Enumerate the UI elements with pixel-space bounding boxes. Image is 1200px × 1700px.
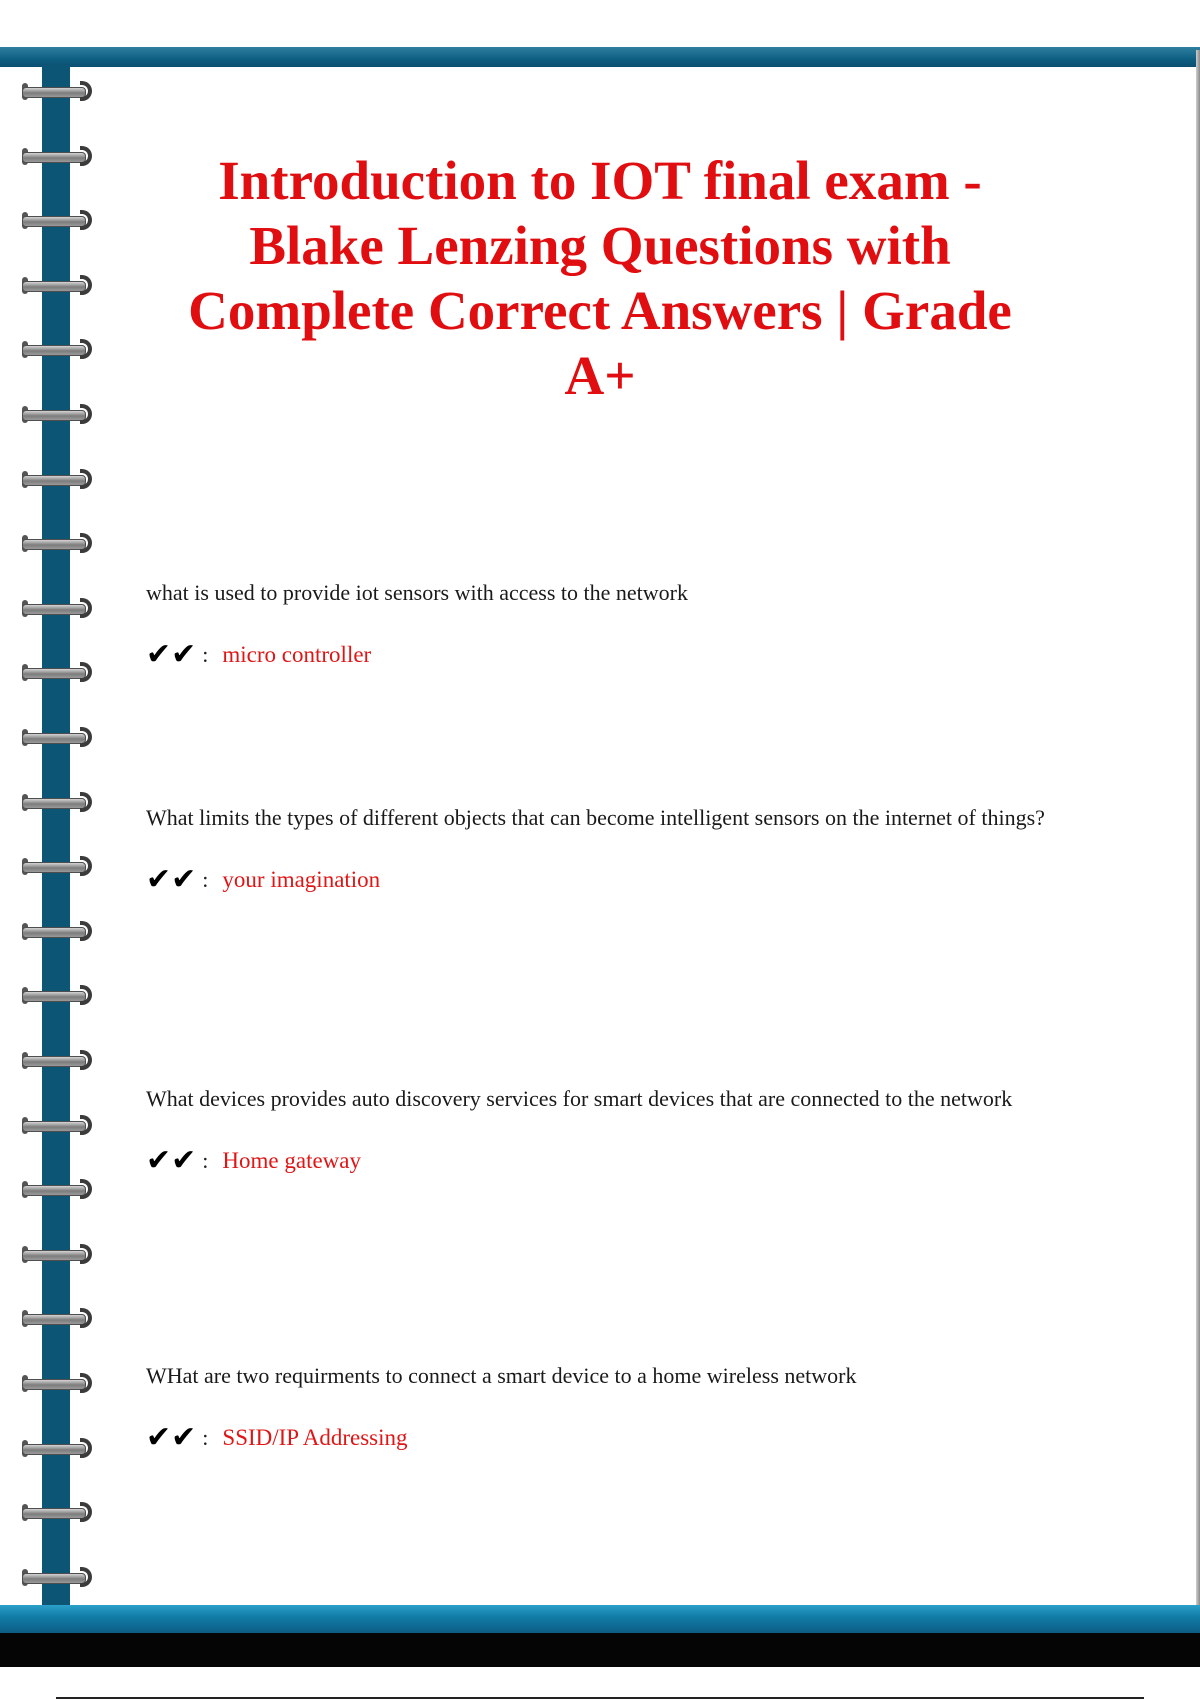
binding-ring — [22, 595, 92, 621]
double-check-icon: ✔✔ — [146, 1421, 197, 1454]
binding-ring — [22, 1435, 92, 1461]
document-title: Introduction to IOT final exam - Blake Lenzing Questions with Complete Correct Answers | Grade A+ — [188, 150, 1012, 406]
question-text: What limits the types of different objects that can become intelligent sensors on the internet of things? — [146, 805, 1045, 830]
binding-ring — [22, 1305, 92, 1331]
qa-item-1 — [146, 565, 1046, 670]
question-text: WHat are two requirments to connect a smart device to a home wireless network — [146, 1363, 857, 1388]
answer-separator: : — [202, 1148, 209, 1173]
binding-ring — [22, 1047, 92, 1073]
question-text: What devices provides auto discovery services for smart devices that are connected to the network — [146, 1086, 1013, 1111]
page-edge — [1196, 50, 1200, 1610]
qa-item-3 — [146, 1071, 1046, 1176]
binding-ring — [22, 1564, 92, 1590]
spiral-binding — [0, 60, 110, 1600]
binding-ring — [22, 918, 92, 944]
answer-row — [146, 640, 1046, 670]
question-text: what is used to provide iot sensors with access to the network — [146, 580, 688, 605]
answer-row — [146, 1146, 1046, 1176]
qa-item-4 — [146, 1348, 1046, 1453]
binding-ring — [22, 143, 92, 169]
binding-ring — [22, 1241, 92, 1267]
binding-ring — [22, 1499, 92, 1525]
binding-ring — [22, 853, 92, 879]
answer-separator: : — [202, 642, 209, 667]
binding-ring — [22, 789, 92, 815]
notebook-bottom-border — [0, 1605, 1200, 1633]
answer-separator: : — [202, 867, 209, 892]
bottom-shadow-band — [0, 1633, 1200, 1667]
binding-ring — [22, 1176, 92, 1202]
binding-ring — [22, 401, 92, 427]
notebook-top-border — [0, 47, 1200, 67]
answer-text: micro controller — [222, 642, 372, 667]
binding-ring — [22, 1370, 92, 1396]
answer-separator: : — [202, 1425, 209, 1450]
binding-ring — [22, 466, 92, 492]
answer-text: SSID/IP Addressing — [222, 1425, 408, 1450]
binding-ring — [22, 207, 92, 233]
binding-ring — [22, 659, 92, 685]
answer-text: your imagination — [222, 867, 381, 892]
binding-ring — [22, 78, 92, 104]
answer-row — [146, 865, 1046, 895]
binding-ring — [22, 272, 92, 298]
binding-ring — [22, 336, 92, 362]
answer-text: Home gateway — [222, 1148, 361, 1173]
binding-ring — [22, 724, 92, 750]
binding-ring — [22, 530, 92, 556]
answer-row — [146, 1423, 1046, 1453]
qa-item-2 — [146, 790, 1046, 895]
bottom-rule — [56, 1697, 1144, 1699]
binding-ring — [22, 982, 92, 1008]
double-check-icon: ✔✔ — [146, 638, 197, 671]
double-check-icon: ✔✔ — [146, 863, 197, 896]
double-check-icon: ✔✔ — [146, 1144, 197, 1177]
binding-ring — [22, 1112, 92, 1138]
